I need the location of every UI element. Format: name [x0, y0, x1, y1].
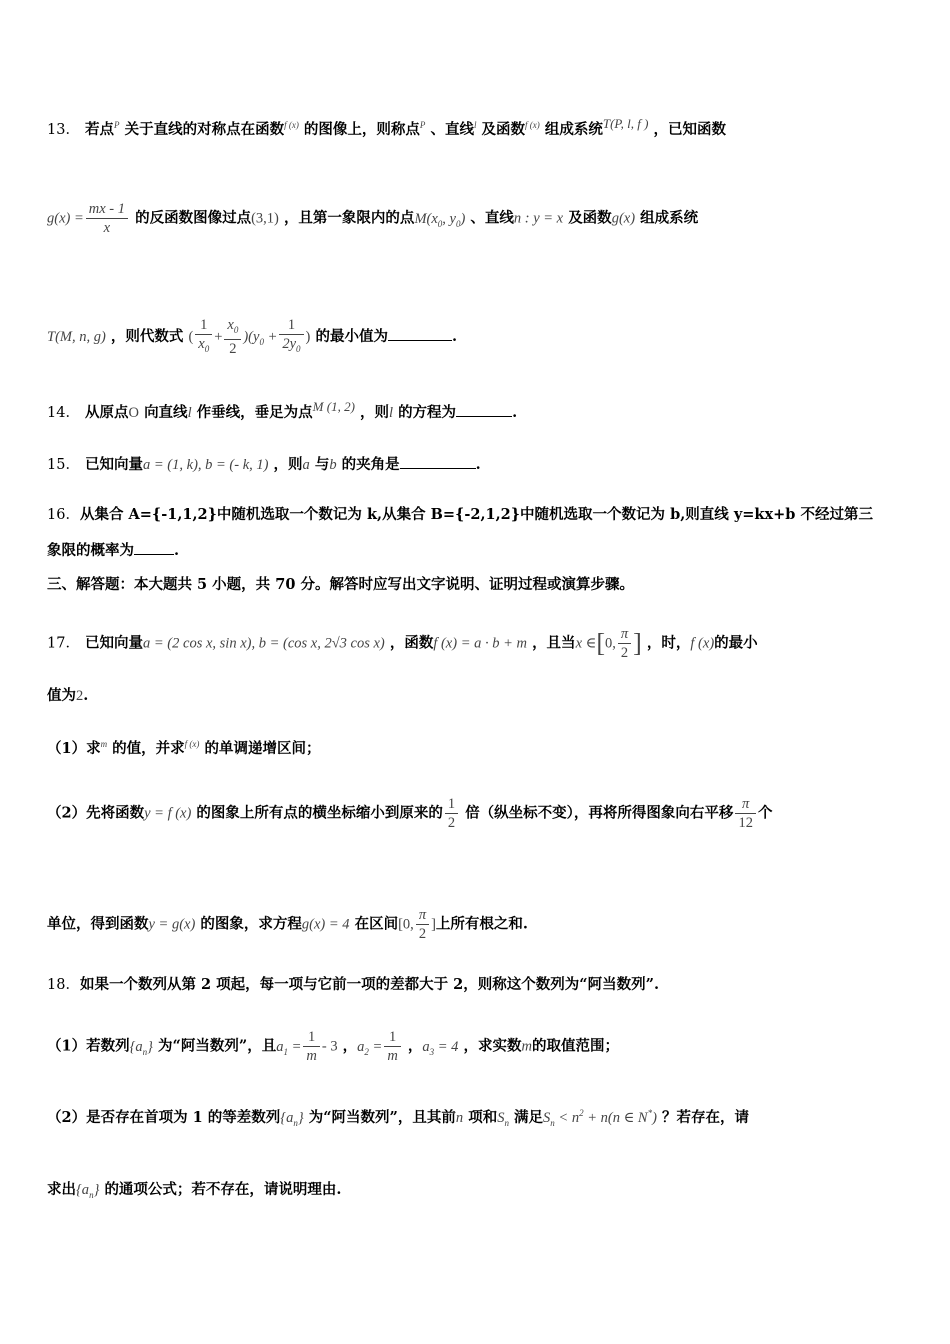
- q17-part1: （1）求$^m$ 的值，并求$^{f (x)}$ 的单调递增区间；: [47, 739, 321, 757]
- answer-blank[interactable]: [134, 542, 174, 555]
- q16-line1: 16．从集合 A={-1,1,2}中随机选取一个数记为 k,从集合 B={-2,1,2}中随机选取一个数记为 b,则直线 y=kx+b 不经过第三: [47, 506, 873, 523]
- answer-blank[interactable]: [388, 328, 452, 341]
- q18-part2: （2）是否存在首项为 1 的等差数列$\{a_n\}$ 为“阿当数列”，且其前n 项和$S_n$ 满足$S_n < n^2 + n(n$ ∈ N*) ？若存在，请: [47, 1108, 750, 1128]
- q16-line2: 象限的概率为 .: [47, 542, 180, 559]
- q17-line1: 17． 已知向量a = (2 cos x, sin x), b = (cos x, 2√3 cos x) ，函数f (x) = a · b + m ，且当x ∈[0, $\frac{\pi}{2}$ ] ，时，f (x)的最小: [47, 626, 758, 661]
- section-heading: 三、解答题：本大题共 5 小题，共 70 分。解答时应写出文字说明、证明过程或演算步骤。: [47, 576, 634, 593]
- q13-line2: g(x) = $\frac{mx - 1}{x}$ 的反函数图像过点(3,1) ，且第一象限内的点$M(x_0$, $y_0$) 、直线n : y = x 及函数g(x) 组成系统: [47, 201, 699, 236]
- q18-line1: 18．如果一个数列从第 2 项起，每一项与它前一项的差都大于 2，则称这个数列为“阿当数列”.: [47, 976, 660, 993]
- q18-part2-cont: 求出$\{a_n\}$ 的通项公式；若不存在，请说明理由.: [47, 1181, 342, 1200]
- q14: 14． 从原点O 向直线l 作垂线，垂足为点$^{M (1, 2)}$ ，则l 的方程为 .: [47, 399, 518, 421]
- q13-line1: 13． 若点$^P$ 关于直线的对称点在函数$^{f (x)}$ 的图像上，则称点$^P$ 、直线$^l$ 及函数$^{f (x)}$ 组成系统$^{T(P, l, f )}$ ，已知函数: [47, 116, 727, 138]
- q17-part2: （2）先将函数y = f (x) 的图象上所有点的横坐标缩小到原来的 $\frac{1}{2}$ 倍（纵坐标不变），再将所得图象向右平移 $\frac{\pi}{12}$ 个: [47, 796, 773, 831]
- q13-number: 13．: [47, 121, 80, 138]
- q17-line2: 值为2.: [47, 687, 89, 704]
- q18-part1: （1）若数列$\{a_n\}$ 为“阿当数列”，且$a_1$ = $\frac{1}{m}$ - 3 ，$a_2$ = $\frac{1}{m}$ ，$a_3 = 4$ ，求实数m的取值范围；: [47, 1029, 619, 1064]
- q15: 15． 已知向量a = (1, k), b = (- k, 1) ，则a 与b 的夹角是 .: [47, 456, 481, 473]
- q13-line3: T(M, n, g) ，则代数式 ( $\frac{1}{x_0}$ + $\frac{x_0}{2}$ )($y_0$ + $\frac{1}{2y_0}$ ) 的最小值为 .: [47, 317, 458, 357]
- q17-part2-cont: 单位，得到函数y = g(x) 的图象，求方程g(x) = 4 在区间[0, $\frac{\pi}{2}$ ]上所有根之和.: [47, 907, 528, 942]
- answer-blank[interactable]: [400, 456, 476, 469]
- answer-blank[interactable]: [456, 404, 512, 417]
